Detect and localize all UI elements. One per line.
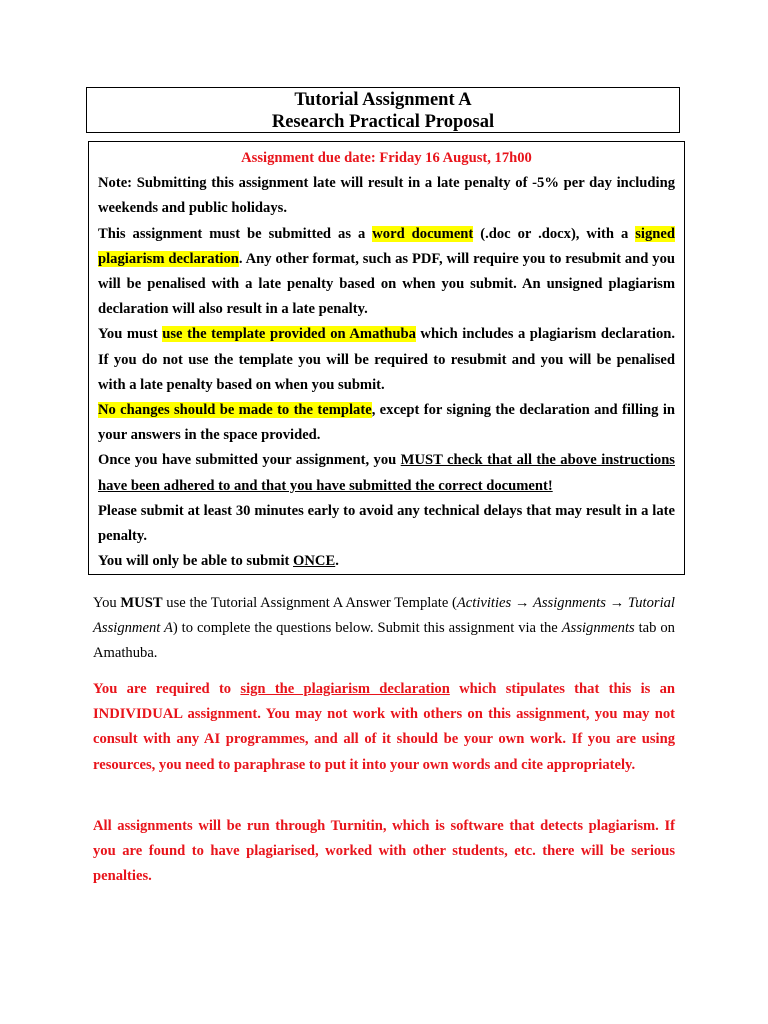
submit-once-note: You will only be able to submit ONCE. [98, 553, 339, 570]
template-requirement: You must use the template provided on Amathuba which includes a plagiarism declaration. If you do not use the template you will be required to resubmit and you will be penalised with a late penalty based on when you submit. [98, 326, 676, 393]
highlight-use-template: use the template provided on Amathuba [162, 326, 416, 343]
late-penalty-note: Note: Submitting this assignment late will result in a late penalty of -5% per day including weekends and public holidays. [98, 175, 675, 217]
plagiarism-declaration-paragraph: You are required to sign the plagiarism declaration which stipulates that this is an INDIVIDUAL assignment. You may not work with others on this assignment, you may not consult with any AI programmes, and all of it should be your own work. If you are using resources, you need to paraphrase to put it into your own words and cite appropriately. [93, 681, 676, 773]
navigation-path: Activities → Assignments → Tutorial Assignment A [93, 595, 675, 637]
assignments-tab-name: Assignments [561, 620, 635, 637]
no-changes-requirement: No changes should be made to the template, except for signing the declaration and filling in your answers in the space provided. [98, 402, 675, 444]
underlined-once: ONCE [293, 553, 336, 570]
title-box [86, 87, 680, 133]
underlined-sign-declaration: sign the plagiarism declaration [240, 681, 450, 697]
due-date: Assignment due date: Friday 16 August, 17h00 [241, 150, 532, 166]
highlight-signed-declaration: signed plagiarism declaration [98, 225, 675, 267]
highlight-word-document: word document [372, 225, 474, 242]
check-submission-note: Once you have submitted your assignment, you MUST check that all the above instructions have been adhered to and that you have submitted the correct document! [98, 452, 675, 494]
highlight-no-changes: No changes should be made to the template [98, 402, 372, 419]
document-subtitle: Research Practical Proposal [271, 112, 495, 132]
submit-early-note: Please submit at least 30 minutes early to avoid any technical delays that may result in a late penalty. [98, 502, 675, 545]
notice-box [88, 141, 685, 575]
turnitin-paragraph: All assignments will be run through Turnitin, which is software that detects plagiarism. If you are found to have plagiarised, worked with other students, etc. there will be serious penalties. [93, 818, 675, 885]
underlined-must-check: MUST check that all the above instructions have been adhered to and that you have submitted the correct document! [98, 452, 675, 494]
document-title: Tutorial Assignment A [294, 90, 472, 110]
format-requirement: This assignment must be submitted as a word document (.doc or .docx), with a signed plagiarism declaration. Any other format, such as PDF, will require you to resubmit and you will be penalised with a late penalty based on when you submit. An unsigned plagiarism declaration will also result in a late penalty. [98, 225, 675, 318]
template-instruction-paragraph: You MUST use the Tutorial Assignment A Answer Template (Activities → Assignments → Tutorial Assignment A) to complete the questions below. Submit this assignment via the Assignments tab on Amathuba. [93, 595, 675, 662]
